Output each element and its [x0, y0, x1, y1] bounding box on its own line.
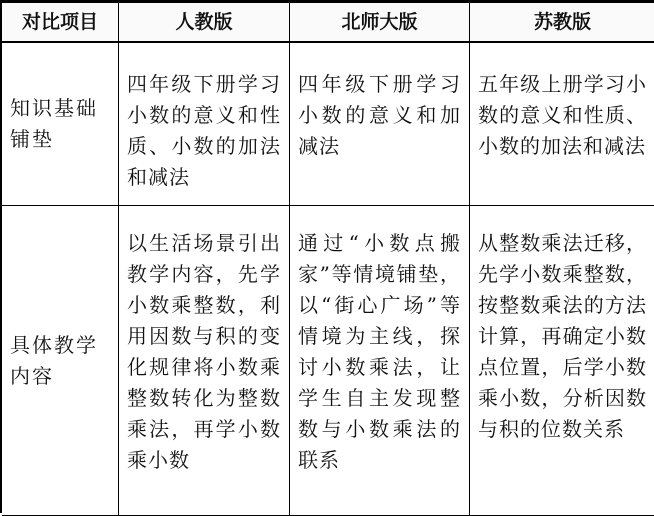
cell-text: 五年级上册学习小数的意义和性质、小数的加法和减法	[478, 72, 647, 158]
cell-renjiao-content	[119, 206, 290, 516]
header-compare-item: 对比项目	[2, 3, 119, 43]
cell-text: 四年级下册学习小数的意义和性质、小数的加法和减法	[127, 72, 281, 189]
header-renjiao: 人教版	[119, 3, 290, 43]
cell-text: 四年级下册学习小数的意义和加减法	[298, 72, 461, 158]
row-label-teaching-content: 具体教学内容	[2, 206, 119, 516]
cell-sujiao-content	[470, 206, 654, 516]
cell-beishida-content	[290, 206, 470, 516]
cell-renjiao-foundation	[119, 43, 290, 206]
cell-sujiao-foundation	[470, 43, 654, 206]
cell-text: 从整数乘法迁移，先学小数乘整数，按整数乘法的方法计算，再确定小数点位置，后学小数乘小数，分析因数与积的位数关系	[478, 231, 647, 441]
cell-text: 以生活场景引出教学内容，先学小数乘整数，利用因数与积的变化规律将小数乘整数转化为整数乘法，再学小数乘小数	[127, 231, 281, 472]
header-beishida: 北师大版	[290, 3, 470, 43]
row-label-knowledge-foundation: 知识基础铺垫	[2, 43, 119, 206]
header-sujiao: 苏教版	[470, 3, 654, 43]
cell-text: 通过“小数点搬家”等情境铺垫，以“街心广场”等情境为主线，探讨小数乘法，让学生自主发现整数与小数乘法的联系	[298, 231, 461, 472]
cell-beishida-foundation	[290, 43, 470, 206]
